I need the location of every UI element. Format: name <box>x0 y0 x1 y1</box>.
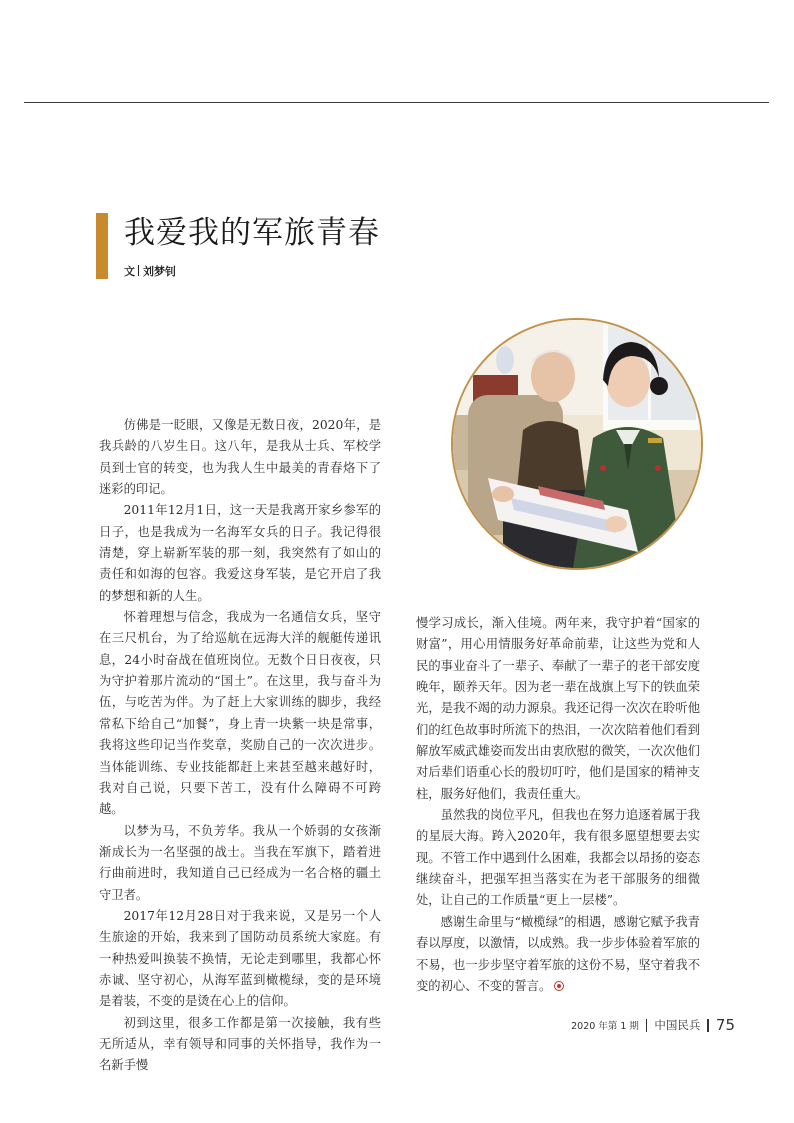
paragraph-continued: 慢学习成长，渐入佳境。两年来，我守护着“国家的财富”，用心用情服务好革命前辈，让这些为党和人民的事业奋斗了一辈子、奉献了一辈子的老干部安度晚年，颐养天年。因为老一辈在战旗上写下的铁血荣光，是我不竭的动力源泉。我还记得一次次在聆听他们的红色故事时所流下的热泪，一次次陪着他们看到解放军威武雄姿而发出由衷欣慰的微笑，一次次他们对后辈们语重心长的殷切叮咛，他们是国家的精神支柱，服务好他们，我责任重大。 <box>416 616 700 801</box>
issue-number: 2020 年第 1 期 <box>571 1021 639 1032</box>
paragraph <box>416 912 700 997</box>
byline-prefix: 文 <box>124 265 135 278</box>
title-accent-bar <box>96 213 108 279</box>
left-column <box>99 415 381 1077</box>
page-footer <box>571 1016 735 1034</box>
closing-paragraph-text: 感谢生命里与“橄榄绿”的相遇，感谢它赋予我青春以厚度，以激情，以成熟。我一步步体验着军旅的不易，也一步步坚守着军旅的这份不易，坚守着我不变的初心、不变的誓言。 <box>416 914 700 993</box>
author-name: 刘梦钊 <box>143 265 176 278</box>
footer-divider <box>707 1019 709 1032</box>
right-column <box>416 613 700 997</box>
paragraph: 2011年12月1日，这一天是我离开家乡参军的日子，也是我成为一名海军女兵的日子。我记得很清楚，穿上崭新军装的那一刻，我突然有了如山的责任和如海的包容。我爱这身军装，是它开启了我的梦想和新的人生。 <box>99 503 381 603</box>
article-title: 我爱我的军旅青春 <box>124 215 380 251</box>
magazine-name: 中国民兵 <box>654 1018 701 1032</box>
article-photo <box>451 318 703 570</box>
byline-separator <box>138 265 139 276</box>
paragraph: 怀着理想与信念，我成为一名通信女兵，坚守在三尺机台，为了给巡航在远海大洋的舰艇传递讯息，24小时奋战在值班岗位。无数个日日夜夜，只为守护着那片流动的“国土”。在这里，我与奋斗为伍，与吃苦为伴。为了赶上大家训练的脚步，我经常私下给自己“加餐”，身上青一块紫一块是常事，我将这些印记当作奖章，奖励自己的一次次进步。当体能训练、专业技能都赶上来甚至越来越好时，我对自己说，只要下苦工，没有什么障碍不可跨越。 <box>99 610 381 817</box>
header-rule <box>24 102 769 103</box>
footer-divider <box>646 1019 648 1032</box>
byline <box>124 263 176 279</box>
paragraph: 初到这里，很多工作都是第一次接触，我有些无所适从，幸有领导和同事的关怀指导，我作为一名新手慢 <box>99 1015 381 1073</box>
paragraph: 2017年12月28日对于我来说，又是另一个人生旅途的开始，我来到了国防动员系统大家庭。有一种热爱叫换装不换情，无论走到哪里，我都心怀赤诚、坚守初心，从海军蓝到橄榄绿，变的是环境是着装，不变的是烫在心上的信仰。 <box>99 908 381 1009</box>
paragraph: 虽然我的岗位平凡，但我也在努力追逐着属于我的星辰大海。跨入2020年，我有很多愿望想要去实现。不管工作中遇到什么困难，我都会以昂扬的姿态继续奋斗，把强军担当落实在为老干部服务的细微处，让自己的工作质量“更上一层楼”。 <box>416 808 700 908</box>
photo-illustration <box>453 320 701 568</box>
page-number: 75 <box>715 1016 735 1034</box>
paragraph: 仿佛是一眨眼，又像是无数日夜，2020年，是我兵龄的八岁生日。这八年，是我从士兵、军校学员到士官的转变，也为我人生中最美的青春烙下了迷彩的印记。 <box>99 418 381 497</box>
paragraph: 以梦为马，不负芳华。我从一个娇弱的女孩渐渐成长为一名坚强的战士。当我在军旗下，踏着进行曲前进时，我知道自己已经成为一名合格的疆土守卫者。 <box>99 823 381 902</box>
end-mark-icon <box>554 981 564 991</box>
